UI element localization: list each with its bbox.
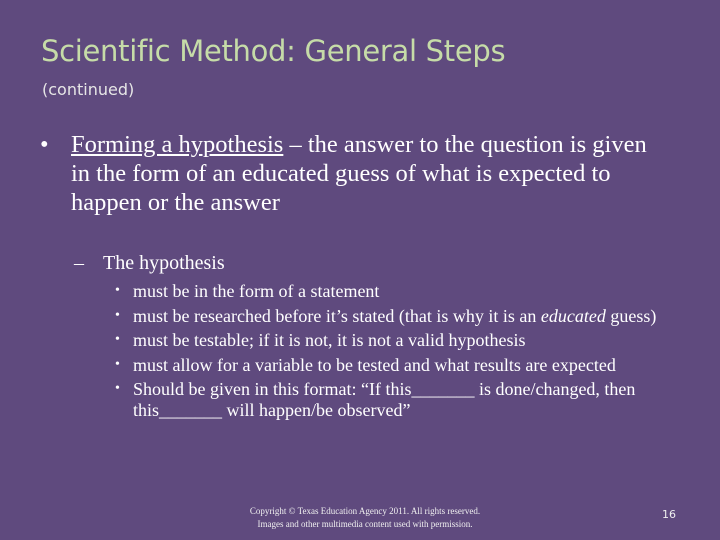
point-text-post: guess) [605, 305, 657, 326]
point-text: must be testable; if it is not, it is not a valid hypothesis [133, 330, 526, 350]
bullet-term: Forming a hypothesis [71, 131, 284, 158]
point-text: Should be given in this format: “If this_______ is done/changed, then this_______ will happen/be observed” [133, 379, 636, 420]
list-item [113, 306, 683, 327]
bullet-rest: – the answer to the question is given in the form of an educated guess of what is expected to happen or the answer [71, 131, 647, 216]
list-item [113, 355, 683, 376]
footer-line-2: Images and other multimedia content used with permission. [257, 519, 473, 529]
copyright-footer [215, 505, 515, 531]
bullet-mark: • [115, 283, 120, 298]
slide-title: Scientific Method: General Steps [41, 34, 506, 68]
slide-subtitle: (continued) [42, 80, 135, 99]
list-item [113, 281, 683, 302]
sub-bullet-text: The hypothesis [103, 252, 225, 274]
point-text: must be in the form of a statement [133, 281, 380, 301]
bullet-mark: • [115, 307, 120, 323]
page-number: 16 [662, 508, 676, 521]
list-item [113, 330, 683, 351]
footer-line-1: Copyright © Texas Education Agency 2011. All rights reserved. [249, 506, 481, 516]
sub-bullet-mark: – [74, 252, 84, 274]
point-text: must allow for a variable to be tested and what results are expected [133, 354, 616, 375]
list-item [113, 379, 683, 420]
main-bullet-text [71, 130, 660, 217]
bullet-mark: • [115, 332, 120, 347]
sub-bullet [74, 251, 674, 275]
point-text-emphasis: educated [540, 305, 606, 326]
bullet-mark: • [40, 131, 49, 158]
point-text-pre: must be researched before it’s stated (that is why it is an [133, 305, 541, 326]
bullet-mark: • [115, 381, 120, 396]
main-bullet [40, 130, 660, 217]
bullet-mark: • [115, 356, 120, 372]
hypothesis-points [113, 281, 683, 424]
